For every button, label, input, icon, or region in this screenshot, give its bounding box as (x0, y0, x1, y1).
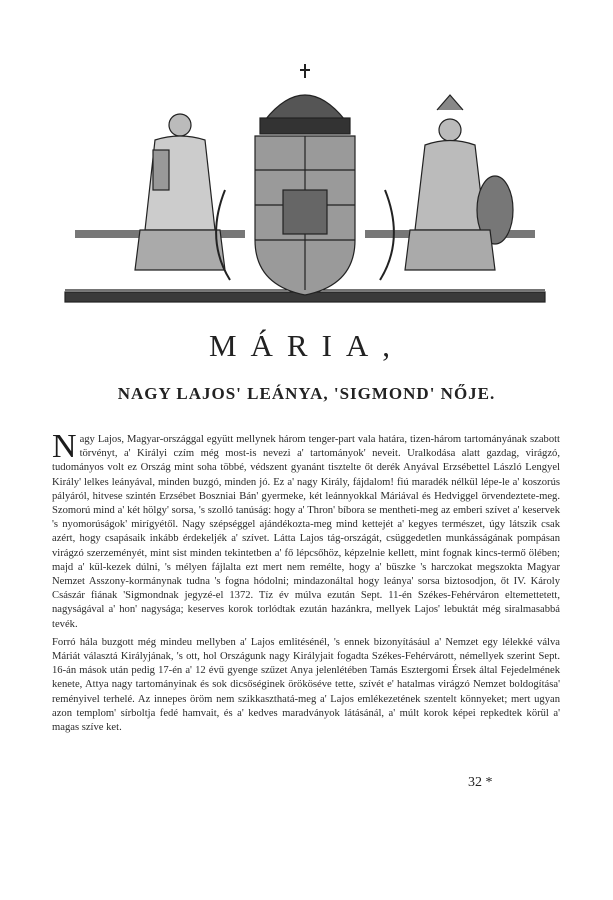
holy-crown (260, 64, 350, 134)
paragraph-2: Forró hála buzgott még mindeu mellyben a' Lajos emlitésénél, 's ennek bizonyításául a' Nemzet egy lélekké válva Máriát választá Királyjának, 's ott, hol Országunk nagy Királyjait fogadta Székes-Fehérvárott, némellyek szerint Sept. 16-án mások után pedig 17-én a' 12 évű gyenge szűzet Anya jelenlétében Tamás Esztergomi Érsek által Fejedelmének kenete, Attya nagy tartományinak és sok dicsőséginek örököséve tette, szívét e' hatalmas virágzó Nemzet boldogítása' reményivel terhelé. Az innepes öröm nem szikkaszthatá-meg a' Lajos emlékezetének szentelt könnyeket; mert ugyan azon templom' sírboltja fedé hamvait, és a' kedves maradványok látásánál, a' múlt korok képei repkedtek körül a' magas szíve ket. (52, 636, 560, 734)
coat-of-arms-shield (255, 136, 355, 295)
page-subtitle: NAGY LAJOS' LEÁNYA, 'SIGMOND' NŐJE. (117, 384, 496, 403)
page-number: 32 * (468, 775, 493, 790)
seated-figure-left (135, 114, 225, 270)
body-text (52, 428, 560, 739)
paragraph-1-text: agy Lajos, Magyar-országgal együtt mellynek három tenger-part vala határa, tizen-három tartományának szabott törvényt, a' Királyi czím még most-is nevezi a' tartományok' neveit. Uralkodása alatt gazdag, virágzó, tudományos volt ez Ország mint soha többé, védszent gyanánt tisztelte őt derék Anyával Erzsébettel László Lengyel Király' lelkes leányával, minden buzgó, minden jó. Ez a' nagy Király, fájdalom! fiú maradék nélkül lépe-le a' koszorús pályáról, hitvese szintén Erzsébet Boszniai Bán' gyermeke, két leánnyokkal Máriával és Hedviggel örvendeztete-meg. Szomorú mind a' két hölgy' sorsa, 's szolló tanúság: hogy a' Thron' bíbora se mentheti-meg az emberi szívet a' keservek 's nyomorúságok' mirígyétől. Nagy szépséggel ajándékozta-meg mind kettejét a' kegyes természet, úgy látszik csak azért, hogy csapásaik inkább érdekeljék a' szívet. Látta Lajos tág-országát, csüggedetlen munkásságának pompásan virágzó szerzeményét, mint sist minden tekintetben a' fő lépcsőhöz, képzelnie kellett, mint fognak kincs-termő ölében; majd a' kül-kezek dúlni, 's mélyen fájlalta ezt mert nem remélte, hogy a' büszke 's harczokat megszokta Magyar Nemzet Asszony-kormánynak tudna 's fogna hódolni; mindazonáltal hogy leánya' sorsa biztosodjon, őt IV. Károly Császár fiának 'Sigmondnak jegyzé-el 1372. Tíz év múlva ezután Sept. 11-én Székes-Fehérváron eltemettetett, nagyságával a' hon' nagysága; keserves korok torlódtak ezután hazánkra, mellyek Lajos' lebuktát még siralmasabbá tevék. (52, 434, 560, 630)
paragraph-1 (52, 428, 560, 632)
drop-cap: N (52, 428, 77, 465)
heraldic-engraving (55, 40, 555, 308)
seated-figure-right (405, 95, 513, 270)
page-title: MÁRIA, (208, 328, 405, 363)
